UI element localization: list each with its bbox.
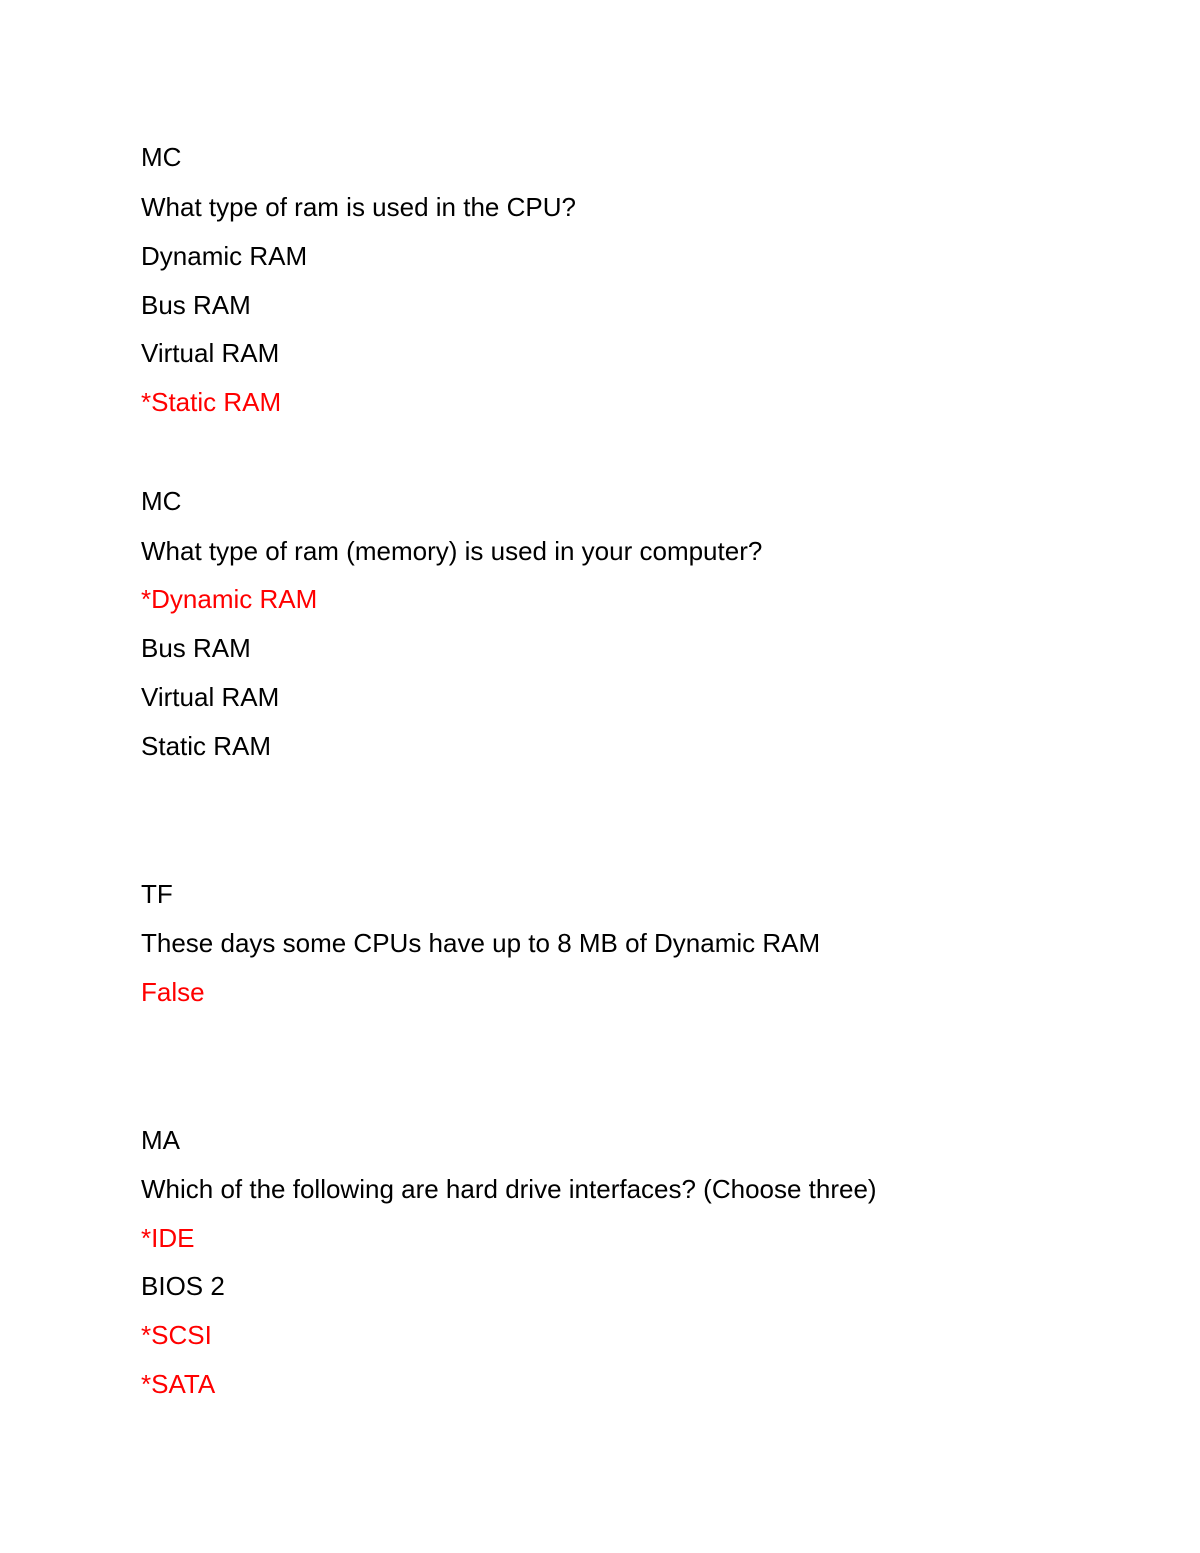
question-type: MC (141, 142, 182, 172)
question-prompt: What type of ram is used in the CPU? (141, 192, 576, 222)
question-type: TF (141, 879, 173, 909)
answer-option: Bus RAM (141, 633, 251, 663)
answer-option: Dynamic RAM (141, 241, 308, 271)
question-prompt: These days some CPUs have up to 8 MB of Dynamic RAM (141, 928, 821, 958)
correct-answer-option: *Static RAM (141, 387, 282, 417)
answer-option: Virtual RAM (141, 682, 280, 712)
answer-option: BIOS 2 (141, 1271, 225, 1301)
correct-answer-option: *SCSI (141, 1320, 212, 1350)
correct-answer-option: *SATA (141, 1369, 216, 1399)
question-prompt: What type of ram (memory) is used in your computer? (141, 536, 763, 566)
correct-answer-option: *IDE (141, 1223, 195, 1253)
answer-option: Bus RAM (141, 290, 251, 320)
question-prompt: Which of the following are hard drive interfaces? (Choose three) (141, 1174, 877, 1204)
correct-answer-option: False (141, 977, 205, 1007)
question-type: MC (141, 486, 182, 516)
answer-option: Virtual RAM (141, 338, 280, 368)
answer-option: Static RAM (141, 731, 272, 761)
correct-answer-option: *Dynamic RAM (141, 584, 318, 614)
question-type: MA (141, 1125, 180, 1155)
